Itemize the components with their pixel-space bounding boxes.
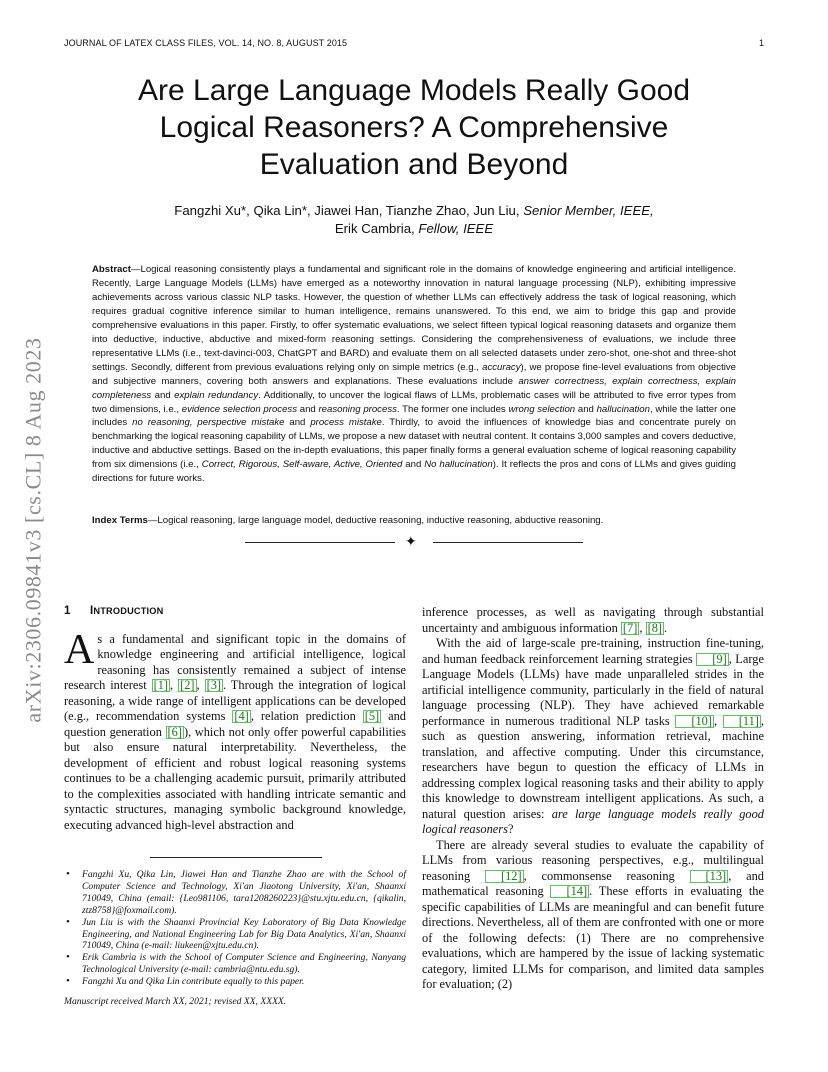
abstract-text: and: [284, 417, 311, 429]
abstract-emphasis: No hallucination: [424, 459, 493, 471]
manuscript-note: Manuscript received March XX, 2021; revised XX, XXXX.: [64, 996, 287, 1008]
intro-paragraph-1: [64, 626, 407, 834]
citation-link[interactable]: [3]: [206, 678, 222, 692]
body-text: ,: [196, 678, 205, 692]
section-separator: [245, 535, 583, 551]
abstract-text: and: [297, 403, 319, 415]
citation-link[interactable]: [9]: [696, 653, 728, 666]
footnote-divider: [150, 857, 322, 858]
abstract-emphasis: hallucination: [596, 403, 650, 415]
author-list: [90, 202, 738, 238]
abstract-text: . Additionally, to uncover the logical flaws of LLMs, problematic cases will be attributed to five error types from two dimensions, i.e.,: [92, 389, 736, 415]
right-column: [422, 605, 764, 993]
arxiv-stamp: [14, 290, 54, 770]
body-text: .: [664, 620, 668, 635]
intro-paragraph-1-cont: [422, 605, 764, 636]
abstract-emphasis: no reasoning, perspective mistake: [132, 417, 285, 429]
abstract: [92, 263, 736, 486]
body-text: , such as question answering, information retrieval, machine translation, and affective computing. Under this circumstance, researchers have begun to question the efficacy of LLMs in addressing complex logical reasoning tasks and their ability to apply this knowledge to downstream intelligent applications. As such, a natural question arises:: [422, 713, 764, 821]
citation-link[interactable]: [7]: [622, 620, 638, 635]
intro-paragraph-3: [422, 838, 764, 993]
body-text: ?: [507, 822, 514, 836]
running-head: JOURNAL OF LATEX CLASS FILES, VOL. 14, NO. 8, AUGUST 2015: [64, 38, 348, 48]
author-line-2: [90, 220, 738, 238]
body-text: . These efforts in evaluating the specific capabilities of LLMs are meaningful and can benefit future directions. Nevertheless, all of them are confronted with one or more of the following defects: (1) There are no comprehensive evaluations, which are hampered by the issue of lacking systematic category, limited LLMs for comparison, and limited data samples for evaluation; (2): [422, 884, 765, 991]
author-role-1: Senior Member, IEEE,: [523, 203, 654, 218]
abstract-text: —Logical reasoning consistently plays a fundamental and significant role in the domains of knowledge engineering and artificial intelligence. Recently, Large Language Models (LLMs) have emerged as a noteworthy innovation in natural language processing (NLP), exhibiting impressive achievements across various classic NLP tasks. However, the question of whether LLMs can effectively address the task of logical reasoning, which requires gradual cognitive inference similar to human intelligence, remains unanswered. To this end, we aim to bridge this gap and provide comprehensive evaluations in this paper. Firstly, to offer systematic evaluations, we select fifteen typical logical reasoning datasets and organize them into deductive, inductive, abductive and mixed-form reasoning settings. Considering the comprehensiveness of evaluations, we include three representative LLMs (i.e., text-davinci-003, ChatGPT and BARD) and evaluate them on all selected datasets under zero-shot, one-shot and three-shot settings. Secondly, different from previous evaluations relying only on simple metrics (e.g.,: [92, 264, 736, 373]
index-terms-label: Index Terms: [92, 515, 148, 526]
citation-link[interactable]: [6]: [167, 724, 182, 739]
body-text: inference processes, as well as navigating through substantial uncertainty and ambiguous information: [422, 605, 764, 635]
body-text: and question generation: [64, 709, 406, 739]
section-heading: [64, 604, 406, 620]
left-column: [64, 604, 406, 833]
abstract-emphasis: explain redundancy: [174, 389, 259, 401]
abstract-emphasis: reasoning process: [318, 403, 397, 415]
index-terms-text: —Logical reasoning, large language model, deductive reasoning, inductive reasoning, abductive reasoning.: [147, 515, 604, 526]
author-role-2: Fellow, IEEE: [418, 221, 494, 236]
abstract-text: , while the latter one includes: [92, 403, 736, 429]
citation-link[interactable]: [4]: [234, 709, 249, 723]
citation-link[interactable]: [14]: [550, 885, 589, 898]
body-text: ), which not only offer powerful capabilities but also ensure natural interpretability. Nevertheless, the development of efficient and robust logical reasoning systems continues to be a challenging academic pursuit, primarily attributed to the complexities associated with handling intricate semantic and syntactic structures, managing symbolic background knowledge, executing advanced high-level abstraction and: [64, 724, 406, 832]
abstract-emphasis: answer correctness, explain correctness, explain completeness: [92, 375, 737, 401]
abstract-text: . The former one includes: [396, 403, 509, 415]
abstract-text: and: [575, 403, 597, 415]
abstract-text: . Thirdly, to avoid the influences of knowledge bias and concentrate purely on benchmarking the logical reasoning capability of LLMs, we propose a new dataset with neutral content. It contains 3,000 samples and covers deductive, inductive and abductive settings. Based on the in-depth evaluations, this paper finally forms a general evaluation scheme of logical reasoning capability from six dimensions (i.e.,: [92, 417, 736, 471]
citation-link[interactable]: [5]: [364, 709, 380, 723]
author-names-1: Fangzhi Xu*, Qika Lin*, Jiawei Han, Tianzhe Zhao, Jun Liu,: [174, 203, 524, 218]
drop-cap: A: [64, 626, 95, 673]
citation-link[interactable]: [8]: [647, 620, 663, 635]
abstract-emphasis: wrong selection: [508, 403, 576, 415]
citation-link[interactable]: [12]: [485, 870, 524, 883]
author-line-1: [90, 202, 738, 220]
body-text: With the aid of large-scale pre-training, instruction fine-tuning, and human feedback reinforcement learning strategies: [422, 636, 764, 666]
body-text: , and mathematical reasoning: [422, 868, 764, 898]
section-title-rest: NTRODUCTION: [93, 606, 164, 616]
citation-link[interactable]: [11]: [723, 715, 761, 728]
body-text: ,: [714, 713, 723, 728]
body-text: , Large Language Models (LLMs) have made unparalleled strides in the artificial intelligence community, particularly in the field of natural language processing (NLP). They have achieved remarkable performance in numerous traditional NLP tasks: [422, 651, 764, 728]
body-text: There are already several studies to evaluate the capability of LLMs from various reasoning perspectives, e.g., multilingual reasoning: [422, 837, 764, 883]
body-text: ,: [639, 620, 646, 635]
arxiv-stamp-text: arXiv:2306.09841v3 [cs.CL] 8 Aug 2023: [21, 337, 47, 723]
footnote-item: • Erik Cambria is with the School of Computer Science and Engineering, Nanyang Technological University (e-mail: cambria@ntu.edu.sg).: [64, 952, 406, 976]
citation-link[interactable]: [13]: [690, 870, 729, 883]
abstract-text: ), we propose fine-level evaluations from objective and subjective manners, covering both answers and explanations. These evaluations include: [92, 361, 736, 387]
abstract-text: ). It reflects the pros and cons of LLMs and gives guiding directions for future works.: [92, 459, 736, 485]
abstract-label: Abstract: [92, 264, 131, 275]
body-text: . Through the integration of logical reasoning, a wide range of intelligent applications can be developed (e.g., recommendation systems: [64, 678, 407, 723]
paper-title: Are Large Language Models Really Good Logical Reasoners? A Comprehensive Evaluation and Beyond: [137, 74, 691, 181]
research-question: are large language models really good logical reasoners: [422, 806, 764, 836]
section-title-initial: I: [90, 605, 94, 617]
author-names-2: Erik Cambria,: [334, 221, 419, 236]
footnote-item: • Fangzhi Xu and Qika Lin contribute equally to this paper.: [64, 976, 406, 988]
citation-link[interactable]: [10]: [675, 715, 714, 728]
index-terms: [92, 514, 736, 528]
separator-line-right: [433, 542, 583, 543]
body-text: s a fundamental and significant topic in the domains of knowledge engineering and artificial intelligence, logical reasoning has consistently remained a subject of intense research interest: [64, 631, 406, 692]
abstract-emphasis: accuracy: [482, 361, 521, 373]
abstract-emphasis: process mistake: [310, 417, 382, 429]
page-number: 1: [758, 38, 764, 48]
intro-paragraph-2: [422, 636, 764, 838]
abstract-emphasis: evidence selection process: [181, 403, 298, 415]
separator-diamond-icon: ✦: [405, 535, 417, 550]
separator-line-left: [245, 542, 395, 543]
body-text: , commonsense reasoning: [523, 868, 690, 883]
citation-link[interactable]: [2]: [180, 678, 195, 692]
abstract-emphasis: Correct, Rigorous, Self-aware, Active, Oriented: [201, 459, 403, 471]
footnote-item: • Jun Liu is with the Shaanxi Provincial Key Laboratory of Big Data Knowledge Engineering, and National Engineering Lab for Big Data Analytics, Xi'an, Shaanxi 710049, China (e-mail: liukeen@xjtu.edu.cn).: [64, 917, 406, 953]
abstract-text: and: [402, 459, 425, 471]
footnote-list: [64, 869, 406, 988]
footnote-item: • Fangzhi Xu, Qika Lin, Jiawei Han and Tianzhe Zhao are with the School of Computer Science and Technology, Xi'an Jiaotong University, Xi'an, Shaanxi 710049, China (email: {Leo981106, tara1208260223}@stu.xjtu.edu.cn, {qikalin, ztz8758}@foxmail.com).: [64, 869, 406, 917]
body-text: ,: [170, 678, 179, 692]
citation-link[interactable]: [1]: [153, 678, 169, 692]
body-text: , relation prediction: [250, 709, 363, 723]
section-number: 1: [64, 605, 71, 617]
footnotes: [64, 869, 406, 1008]
abstract-text: and: [151, 389, 175, 401]
